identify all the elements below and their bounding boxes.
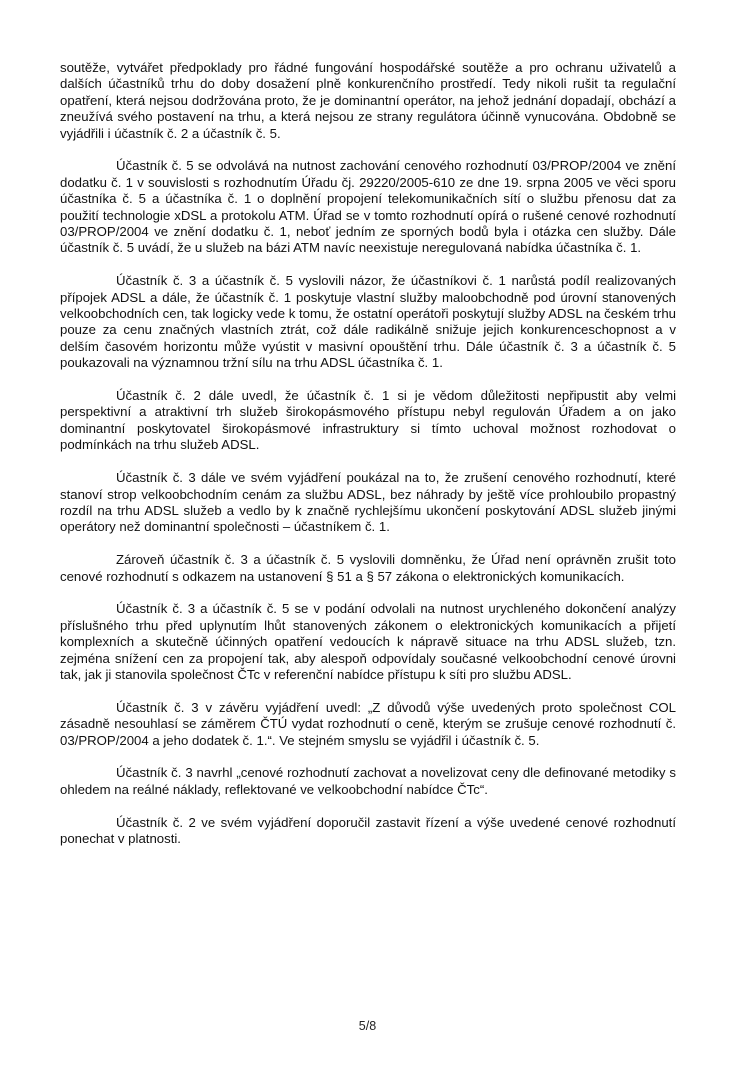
paragraph-6: Zároveň účastník č. 3 a účastník č. 5 vyslovili domněnku, že Úřad není oprávněn zrušit toto cenové rozhodnutí s odkazem na ustanovení § 51 a § 57 zákona o elektronických komunikacích. xyxy=(60,552,676,584)
paragraph-10: Účastník č. 2 ve svém vyjádření doporučil zastavit řízení a výše uvedené cenové rozhodnutí ponechat v platnosti. xyxy=(60,814,676,846)
document-body xyxy=(60,60,676,864)
paragraph-9: Účastník č. 3 navrhl „cenové rozhodnutí zachovat a novelizovat ceny dle definované metodiky s ohledem na reálné náklady, reflektované ve velkoobchodní nabídce ČTc“. xyxy=(60,765,676,797)
page-number: 5/8 xyxy=(358,1019,377,1033)
paragraph-5: Účastník č. 3 dále ve svém vyjádření poukázal na to, že zrušení cenového rozhodnutí, které stanoví strop velkoobchodním cenám za službu ADSL, bez náhrady by ještě více prohloubilo propastný rozdíl na trhu ADSL služeb a vedlo by k značně rychlejšímu ukončení poskytování ADSL služeb jinými operátory než dominantní společnosti – účastníkem č. 1. xyxy=(60,470,676,535)
paragraph-7: Účastník č. 3 a účastník č. 5 se v podání odvolali na nutnost urychleného dokončení analýzy příslušného trhu před uplynutím lhůt stanovených zákonem o elektronických komunikacích a přijetí komplexních a skutečně účinných opatření vedoucích k nápravě situace na trhu ADSL služeb, tzn. zejména snížení cen za propojení tak, aby alespoň odpovídaly současné velkoobchodní cenové úrovni tak, jak ji stanovila společnost ČTc v referenční nabídce přístupu k síti pro službu ADSL. xyxy=(60,601,676,682)
paragraph-2: Účastník č. 5 se odvolává na nutnost zachování cenového rozhodnutí 03/PROP/2004 ve znění dodatku č. 1 v souvislosti s rozhodnutím Úřadu čj. 29220/2005-610 ze dne 19. srpna 2005 ve věci sporu účastníka č. 5 a účastníka č. 1 o doplnění propojení telekomunikačních sítí o službu přenosu dat za použití technologie xDSL a protokolu ATM. Úřad se v tomto rozhodnutí opírá o rušené cenové rozhodnutí 03/PROP/2004 ve znění dodatku č. 1, neboť jedním ze sporných bodů byla i otázka cen služby. Dále účastník č. 5 uvádí, že u služeb na bázi ATM navíc neexistuje neregulovaná nabídka účastníka č. 1. xyxy=(60,158,676,256)
paragraph-3: Účastník č. 3 a účastník č. 5 vyslovili názor, že účastníkovi č. 1 narůstá podíl realizovaných přípojek ADSL a dále, že účastník č. 1 poskytuje vlastní služby maloobchodně pod úrovní stanovených velkoobchodních cen, tak logicky vede k tomu, že ostatní operátoři poskytují služby ADSL na českém trhu pouze za cenu značných vlastních ztrát, což dále radikálně snižuje jejich konkurenceschopnost a v delším časovém horizontu může vyústit v masivní opouštění trhu. Dále účastník č. 3 a účastník č. 5 poukazovali na významnou tržní sílu na trhu ADSL účastníka č. 1. xyxy=(60,273,676,371)
paragraph-8: Účastník č. 3 v závěru vyjádření uvedl: „Z důvodů výše uvedených proto společnost COL zásadně nesouhlasí se záměrem ČTÚ vydat rozhodnutí o ceně, kterým se zrušuje cenové rozhodnutí č. 03/PROP/2004 a jeho dodatek č. 1.“. Ve stejném smyslu se vyjádřil i účastník č. 5. xyxy=(60,699,676,748)
paragraph-1: soutěže, vytvářet předpoklady pro řádné fungování hospodářské soutěže a pro ochranu uživatelů a dalších účastníků trhu do doby dosažení plně konkurenčního prostředí. Tedy nikoli rušit ta regulační opatření, která nejsou dodržována proto, že je dominantní operátor, na jehož jednání dopadají, obchází a zneužívá svého postavení na trhu, a která nejsou ze strany regulátora účinně vynucována. Obdobně se vyjádřili i účastník č. 2 a účastník č. 5. xyxy=(60,60,676,141)
paragraph-4: Účastník č. 2 dále uvedl, že účastník č. 1 si je vědom důležitosti nepřipustit aby velmi perspektivní a atraktivní trh služeb širokopásmového přístupu nebyl regulován Úřadem a on jako dominantní poskytovatel širokopásmové infrastruktury si tímto uchoval možnost rozhodovat o podmínkách na trhu služeb ADSL. xyxy=(60,388,676,453)
